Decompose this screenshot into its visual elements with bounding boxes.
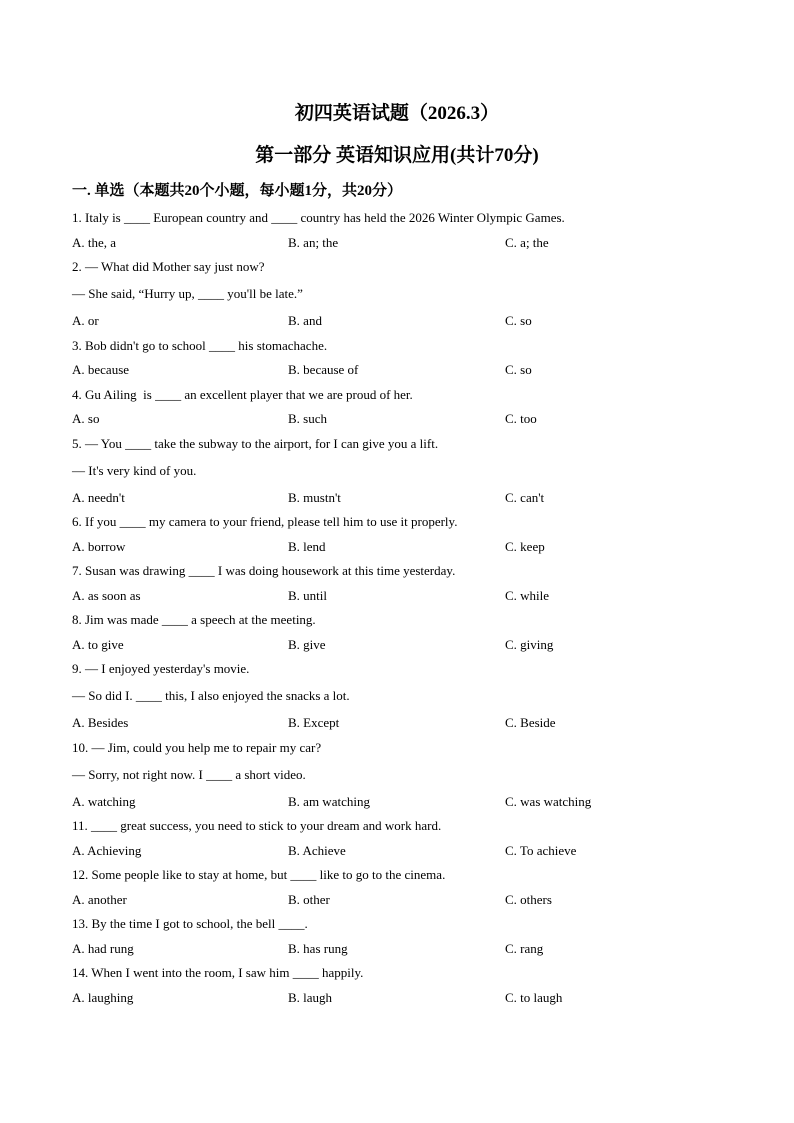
- option-b: B. am watching: [288, 793, 370, 809]
- answer-options: [72, 792, 732, 817]
- option-c: C. so: [505, 313, 532, 328]
- option-c: C. can't: [505, 489, 545, 505]
- option-c: C. was watching: [505, 793, 592, 809]
- option-a: A. borrow: [72, 538, 126, 554]
- answer-options: [72, 233, 732, 258]
- question-item: [72, 659, 732, 738]
- option-a: A. or: [72, 313, 99, 328]
- question-item: [72, 816, 732, 865]
- question-stem: 4. Gu Ailing is ____ an excellent player that we are proud of her.: [72, 386, 413, 402]
- question-item: [72, 208, 732, 257]
- question-stem: 11. ____ great success, you need to stick to your dream and work hard.: [72, 818, 442, 833]
- question-item: [72, 561, 732, 610]
- question-item: [72, 512, 732, 561]
- answer-options: [72, 409, 732, 434]
- question-dialogue-line: — She said, “Hurry up, ____ you'll be late.”: [72, 286, 303, 301]
- option-b: B. laugh: [288, 989, 333, 1005]
- option-c: C. rang: [505, 940, 544, 956]
- question-stem: 7. Susan was drawing ____ I was doing housework at this time yesterday.: [72, 563, 456, 578]
- option-b: B. and: [288, 313, 322, 328]
- option-b: B. such: [288, 411, 327, 426]
- option-c: C. a; the: [505, 234, 549, 250]
- question-stem: 12. Some people like to stay at home, but ____ like to go to the cinema.: [72, 867, 446, 882]
- question-item: [72, 914, 732, 963]
- option-b: B. other: [288, 891, 330, 907]
- option-b: B. until: [288, 587, 328, 603]
- option-c: C. to laugh: [505, 989, 563, 1005]
- answer-options: [72, 841, 732, 866]
- option-a: A. as soon as: [72, 587, 141, 603]
- answer-options: [72, 890, 732, 915]
- option-c: C. To achieve: [505, 842, 577, 858]
- option-b: B. has rung: [288, 940, 348, 956]
- question-item: [72, 610, 732, 659]
- option-c: C. so: [505, 362, 532, 377]
- question-stem: 5. — You ____ take the subway to the airport, for I can give you a lift.: [72, 435, 439, 451]
- option-b: B. mustn't: [288, 489, 341, 505]
- answer-options: [72, 635, 732, 660]
- option-c: C. too: [505, 411, 537, 426]
- question-list: [72, 208, 732, 1012]
- question-stem: 13. By the time I got to school, the bell ____.: [72, 916, 308, 931]
- option-a: A. Achieving: [72, 842, 142, 858]
- option-b: B. lend: [288, 538, 326, 554]
- question-item: [72, 385, 732, 434]
- option-a: A. to give: [72, 636, 124, 652]
- option-c: C. others: [505, 891, 552, 907]
- question-item: [72, 257, 732, 336]
- question-item: [72, 963, 732, 1012]
- answer-options: [72, 537, 732, 562]
- question-item: [72, 865, 732, 914]
- option-c: C. Beside: [505, 715, 556, 730]
- option-b: B. Achieve: [288, 842, 346, 858]
- option-a: A. another: [72, 891, 127, 907]
- option-b: B. because of: [288, 362, 359, 377]
- answer-options: [72, 988, 732, 1013]
- question-dialogue-line: — It's very kind of you.: [72, 462, 197, 478]
- question-stem: 8. Jim was made ____ a speech at the meeting.: [72, 612, 316, 627]
- option-c: C. keep: [505, 538, 545, 554]
- answer-options: [72, 311, 732, 336]
- option-b: B. an; the: [288, 234, 339, 250]
- question-item: [72, 434, 732, 513]
- option-c: C. giving: [505, 636, 554, 652]
- option-c: C. while: [505, 587, 550, 603]
- option-a: A. Besides: [72, 715, 129, 730]
- answer-options: [72, 713, 732, 738]
- option-a: A. because: [72, 362, 130, 377]
- question-dialogue-line: — So did I. ____ this, I also enjoyed the snacks a lot.: [72, 688, 350, 703]
- answer-options: [72, 939, 732, 964]
- page-title: 初四英语试题（2026.3）: [294, 103, 500, 124]
- question-stem: 1. Italy is ____ European country and ____ country has held the 2026 Winter Olympic Games.: [72, 210, 565, 225]
- part-heading: 第一部分 英语知识应用(共计70分): [255, 145, 539, 166]
- option-a: A. needn't: [72, 489, 125, 505]
- option-a: A. so: [72, 411, 100, 426]
- answer-options: [72, 488, 732, 513]
- option-a: A. had rung: [72, 940, 134, 956]
- question-stem: 6. If you ____ my camera to your friend, please tell him to use it properly.: [72, 514, 458, 529]
- question-item: [72, 336, 732, 385]
- answer-options: [72, 360, 732, 385]
- option-a: A. the, a: [72, 234, 117, 250]
- section-heading: 一. 单选（本题共20个小题，每小题1分，共20分）: [72, 183, 403, 199]
- question-item: [72, 738, 732, 817]
- question-stem: 2. — What did Mother say just now?: [72, 259, 265, 274]
- option-b: B. Except: [288, 715, 340, 730]
- answer-options: [72, 586, 732, 611]
- question-stem: 14. When I went into the room, I saw him ____ happily.: [72, 965, 364, 980]
- option-b: B. give: [288, 636, 326, 652]
- question-dialogue-line: — Sorry, not right now. I ____ a short video.: [72, 766, 306, 782]
- option-a: A. watching: [72, 793, 136, 809]
- question-stem: 3. Bob didn't go to school ____ his stomachache.: [72, 337, 328, 353]
- question-stem: 9. — I enjoyed yesterday's movie.: [72, 661, 250, 676]
- question-stem: 10. — Jim, could you help me to repair my car?: [72, 739, 322, 755]
- option-a: A. laughing: [72, 989, 134, 1005]
